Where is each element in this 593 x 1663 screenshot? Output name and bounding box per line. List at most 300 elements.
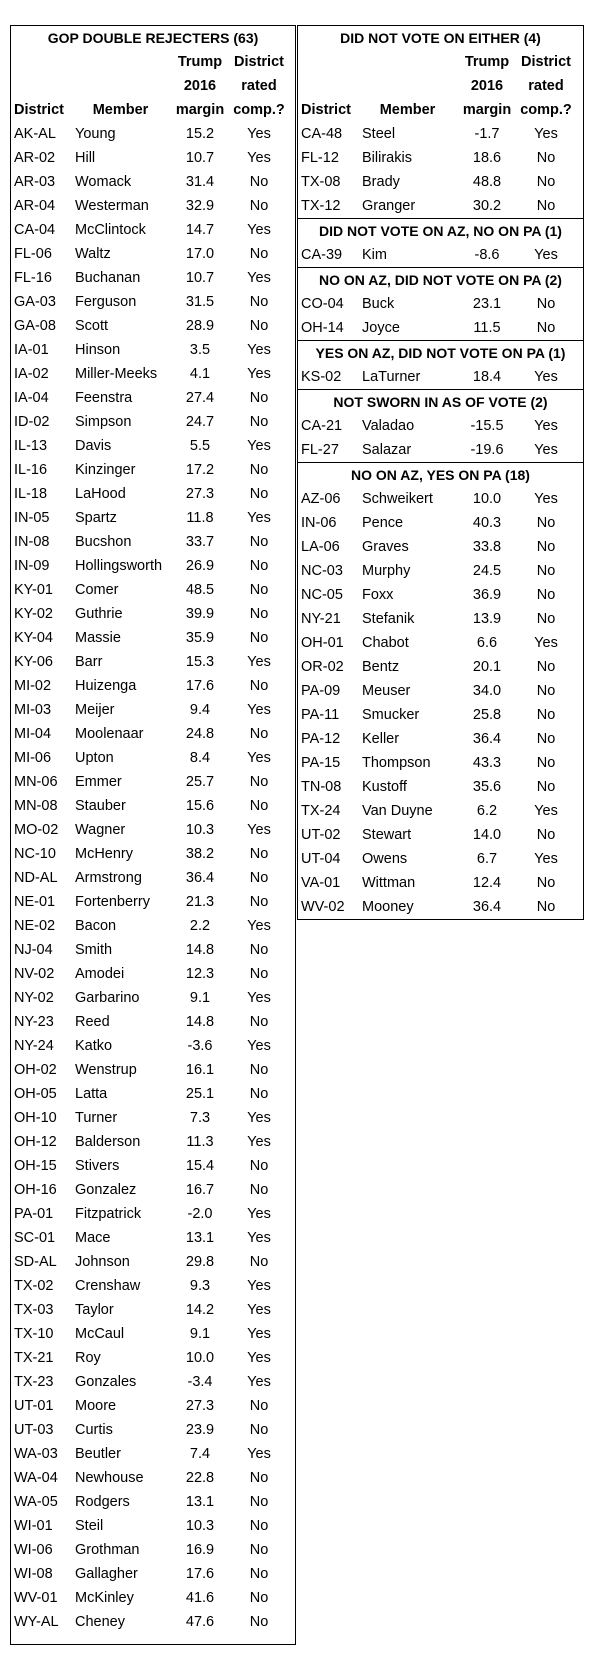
margin-cell: -3.6	[187, 1038, 213, 1054]
table-row	[11, 794, 295, 818]
table-row	[298, 895, 583, 919]
member-cell: McClintock	[75, 222, 146, 238]
margin-cell: 40.3	[472, 515, 502, 531]
competitive-cell: No	[249, 1494, 269, 1510]
margin-cell: 10.7	[185, 150, 215, 166]
competitive-header: District rated comp.?	[520, 54, 572, 118]
district-cell: MO-02	[14, 822, 59, 838]
margin-cell: 6.7	[476, 851, 498, 867]
competitive-cell: No	[249, 870, 269, 886]
margin-cell: 16.9	[185, 1542, 215, 1558]
table-row	[11, 410, 295, 434]
table-row	[298, 511, 583, 535]
table-row	[11, 170, 295, 194]
competitive-cell: No	[249, 1518, 269, 1534]
competitive-cell: No	[249, 318, 269, 334]
table-row	[298, 727, 583, 751]
competitive-cell: No	[536, 150, 556, 166]
district-cell: OH-15	[14, 1158, 57, 1174]
table-row	[11, 1418, 295, 1442]
table-row	[298, 194, 583, 218]
margin-cell: 11.3	[186, 1134, 214, 1150]
margin-cell: 35.9	[185, 630, 215, 646]
margin-cell: 14.7	[185, 222, 215, 238]
district-header: District	[14, 102, 64, 118]
table-row	[11, 1106, 295, 1130]
margin-cell: 17.6	[185, 678, 215, 694]
district-cell: WA-04	[14, 1470, 58, 1486]
member-cell: Meuser	[362, 683, 411, 699]
competitive-cell: No	[249, 1566, 269, 1582]
margin-cell: 41.6	[185, 1590, 215, 1606]
margin-cell: 7.4	[189, 1446, 211, 1462]
competitive-cell: Yes	[247, 342, 271, 358]
member-cell: Schweikert	[362, 491, 433, 507]
table-row	[298, 775, 583, 799]
competitive-cell: No	[249, 798, 269, 814]
margin-cell: 36.4	[472, 899, 502, 915]
member-cell: Amodei	[75, 966, 125, 982]
competitive-cell: Yes	[247, 1038, 271, 1054]
competitive-cell: No	[249, 1614, 269, 1630]
district-cell: CA-21	[301, 418, 343, 434]
member-cell: Wittman	[362, 875, 416, 891]
table-row	[11, 626, 295, 650]
table-row	[11, 1298, 295, 1322]
member-cell: Mace	[75, 1230, 111, 1246]
margin-cell: 24.8	[185, 726, 215, 742]
district-cell: NV-02	[14, 966, 55, 982]
member-cell: Scott	[75, 318, 109, 334]
competitive-cell: No	[536, 320, 556, 336]
competitive-cell: No	[249, 462, 269, 478]
member-cell: Taylor	[75, 1302, 114, 1318]
table-row	[11, 986, 295, 1010]
district-cell: NY-23	[14, 1014, 54, 1030]
table-row	[11, 1034, 295, 1058]
column-header	[11, 50, 295, 122]
table-row	[298, 487, 583, 511]
member-cell: McKinley	[75, 1590, 134, 1606]
district-cell: TX-02	[14, 1278, 54, 1294]
table-row	[11, 1586, 295, 1610]
margin-cell: 5.5	[189, 438, 211, 454]
district-cell: KS-02	[301, 369, 342, 385]
gop-double-rejecters-table	[10, 25, 296, 1645]
competitive-cell: No	[249, 198, 269, 214]
member-cell: Emmer	[75, 774, 122, 790]
table-row	[11, 1178, 295, 1202]
table-row	[298, 292, 583, 316]
margin-cell: 9.1	[189, 990, 211, 1006]
competitive-cell: Yes	[247, 366, 271, 382]
member-cell: Kustoff	[362, 779, 407, 795]
member-cell: Keller	[362, 731, 400, 747]
member-cell: Hill	[75, 150, 96, 166]
margin-cell: 10.7	[185, 270, 215, 286]
district-cell: MN-08	[14, 798, 58, 814]
margin-cell: 31.4	[185, 174, 215, 190]
competitive-cell: Yes	[247, 510, 271, 526]
competitive-cell: No	[536, 875, 556, 891]
table-row	[11, 1562, 295, 1586]
member-cell: Steel	[362, 126, 396, 142]
margin-cell: 39.9	[185, 606, 215, 622]
district-cell: TX-23	[14, 1374, 54, 1390]
table-row	[11, 554, 295, 578]
margin-cell: 6.6	[476, 635, 498, 651]
table-row	[11, 434, 295, 458]
table-row	[11, 1274, 295, 1298]
district-cell: AR-03	[14, 174, 56, 190]
competitive-cell: No	[536, 587, 556, 603]
margin-cell: 21.3	[185, 894, 215, 910]
competitive-cell: No	[536, 683, 556, 699]
margin-cell: 38.2	[185, 846, 215, 862]
member-cell: Fitzpatrick	[75, 1206, 142, 1222]
table-row	[11, 482, 295, 506]
margin-cell: 27.4	[185, 390, 215, 406]
member-cell: Buck	[362, 296, 395, 312]
table-row	[11, 1058, 295, 1082]
member-cell: Granger	[362, 198, 416, 214]
member-cell: Curtis	[75, 1422, 113, 1438]
member-cell: McHenry	[75, 846, 134, 862]
district-cell: ID-02	[14, 414, 50, 430]
margin-cell: 28.9	[185, 318, 215, 334]
district-cell: IA-04	[14, 390, 49, 406]
table-row	[11, 1442, 295, 1466]
table-row	[298, 871, 583, 895]
competitive-cell: No	[249, 246, 269, 262]
district-cell: NE-02	[14, 918, 56, 934]
member-cell: Chabot	[362, 635, 409, 651]
district-cell: OH-10	[14, 1110, 57, 1126]
member-cell: Latta	[75, 1086, 108, 1102]
margin-cell: -3.4	[187, 1374, 213, 1390]
competitive-cell: Yes	[534, 126, 558, 142]
margin-cell: 25.7	[185, 774, 215, 790]
member-cell: McCaul	[75, 1326, 125, 1342]
district-cell: AZ-06	[301, 491, 341, 507]
table-row	[298, 631, 583, 655]
competitive-cell: Yes	[247, 654, 271, 670]
district-cell: GA-08	[14, 318, 56, 334]
district-cell: TX-03	[14, 1302, 54, 1318]
competitive-cell: No	[536, 779, 556, 795]
competitive-cell: Yes	[247, 750, 271, 766]
member-cell: Gallagher	[75, 1566, 138, 1582]
member-cell: Miller-Meeks	[75, 366, 158, 382]
competitive-cell: No	[536, 659, 556, 675]
margin-header: Trump 2016 margin	[175, 54, 225, 118]
table-row	[11, 1202, 295, 1226]
table-row	[11, 218, 295, 242]
table-section	[298, 267, 583, 340]
table-row	[298, 679, 583, 703]
margin-cell: 36.4	[472, 731, 502, 747]
member-cell: Ferguson	[75, 294, 137, 310]
table-row	[11, 1322, 295, 1346]
district-cell: AR-02	[14, 150, 56, 166]
margin-cell: 15.4	[185, 1158, 215, 1174]
competitive-cell: No	[249, 942, 269, 958]
competitive-cell: Yes	[534, 247, 558, 263]
member-cell: Huizenga	[75, 678, 137, 694]
competitive-cell: No	[249, 414, 269, 430]
member-cell: Smucker	[362, 707, 420, 723]
table-row	[298, 583, 583, 607]
competitive-cell: No	[536, 515, 556, 531]
competitive-cell: No	[536, 539, 556, 555]
member-cell: Spartz	[75, 510, 117, 526]
competitive-cell: No	[249, 726, 269, 742]
member-cell: Fortenberry	[75, 894, 150, 910]
member-cell: Joyce	[362, 320, 400, 336]
member-cell: LaTurner	[362, 369, 421, 385]
margin-cell: 22.8	[185, 1470, 215, 1486]
table-row	[11, 338, 295, 362]
competitive-cell: No	[536, 611, 556, 627]
other-groups-table	[297, 25, 584, 920]
competitive-cell: Yes	[534, 635, 558, 651]
table-row	[298, 607, 583, 631]
competitive-cell: Yes	[247, 822, 271, 838]
table-row	[11, 1394, 295, 1418]
margin-cell: 6.2	[476, 803, 498, 819]
district-cell: LA-06	[301, 539, 340, 555]
table-section	[298, 26, 583, 218]
margin-cell: 15.6	[185, 798, 215, 814]
margin-cell: 12.3	[185, 966, 215, 982]
competitive-cell: No	[249, 1422, 269, 1438]
district-cell: MN-06	[14, 774, 58, 790]
competitive-cell: Yes	[247, 702, 271, 718]
section-title: YES ON AZ, DID NOT VOTE ON PA (1)	[315, 345, 566, 361]
district-cell: OH-02	[14, 1062, 57, 1078]
member-cell: Bentz	[362, 659, 400, 675]
district-cell: NE-01	[14, 894, 56, 910]
table-row	[298, 799, 583, 823]
member-cell: Guthrie	[75, 606, 123, 622]
competitive-cell: No	[536, 296, 556, 312]
district-cell: AK-AL	[14, 126, 56, 142]
competitive-cell: Yes	[247, 1206, 271, 1222]
member-cell: Waltz	[75, 246, 111, 262]
table-row	[11, 1130, 295, 1154]
member-cell: Gonzales	[75, 1374, 137, 1390]
table-row	[11, 674, 295, 698]
member-cell: Stefanik	[362, 611, 415, 627]
district-cell: PA-11	[301, 707, 340, 723]
margin-cell: 48.5	[185, 582, 215, 598]
district-cell: FL-06	[14, 246, 52, 262]
table-row	[11, 242, 295, 266]
competitive-cell: No	[249, 174, 269, 190]
member-cell: Reed	[75, 1014, 110, 1030]
margin-cell: 35.6	[472, 779, 502, 795]
member-cell: Rodgers	[75, 1494, 130, 1510]
member-cell: Crenshaw	[75, 1278, 141, 1294]
margin-cell: 10.0	[185, 1350, 215, 1366]
district-cell: WA-05	[14, 1494, 58, 1510]
member-cell: Feenstra	[75, 390, 133, 406]
member-cell: Womack	[75, 174, 132, 190]
member-cell: Kinzinger	[75, 462, 136, 478]
competitive-cell: Yes	[247, 438, 271, 454]
section-title: NO ON AZ, YES ON PA (18)	[351, 467, 530, 483]
margin-cell: 11.5	[473, 320, 501, 336]
margin-cell: 10.0	[472, 491, 502, 507]
district-cell: KY-01	[14, 582, 53, 598]
competitive-cell: No	[249, 894, 269, 910]
competitive-cell: No	[536, 731, 556, 747]
competitive-cell: Yes	[247, 150, 271, 166]
district-cell: PA-12	[301, 731, 341, 747]
margin-cell: -8.6	[474, 247, 500, 263]
competitive-cell: No	[249, 678, 269, 694]
table-row	[298, 316, 583, 340]
margin-cell: 17.2	[185, 462, 215, 478]
table-row	[11, 194, 295, 218]
margin-cell: 30.2	[472, 198, 502, 214]
member-cell: Johnson	[75, 1254, 130, 1270]
margin-cell: 13.1	[185, 1494, 215, 1510]
competitive-cell: No	[249, 1086, 269, 1102]
margin-cell: 18.4	[472, 369, 502, 385]
district-header: District	[301, 102, 351, 118]
table-section	[298, 462, 583, 919]
table-section	[298, 389, 583, 462]
margin-cell: 9.4	[189, 702, 211, 718]
member-cell: Newhouse	[75, 1470, 144, 1486]
competitive-cell: Yes	[247, 1350, 271, 1366]
competitive-cell: No	[536, 707, 556, 723]
district-cell: IL-18	[14, 486, 48, 502]
margin-cell: 3.5	[189, 342, 211, 358]
margin-cell: 24.7	[185, 414, 215, 430]
member-cell: Salazar	[362, 442, 412, 458]
district-cell: UT-03	[14, 1422, 54, 1438]
column-header	[298, 50, 583, 122]
table-row	[11, 1226, 295, 1250]
member-cell: Bucshon	[75, 534, 132, 550]
table-row	[11, 938, 295, 962]
table-row	[11, 818, 295, 842]
competitive-cell: No	[249, 1158, 269, 1174]
competitive-cell: Yes	[247, 1374, 271, 1390]
table-row	[11, 122, 295, 146]
member-cell: Turner	[75, 1110, 118, 1126]
district-cell: NY-24	[14, 1038, 54, 1054]
district-cell: CA-04	[14, 222, 56, 238]
district-cell: MI-06	[14, 750, 52, 766]
district-cell: OH-12	[14, 1134, 57, 1150]
margin-header: Trump 2016 margin	[462, 54, 512, 118]
member-cell: Westerman	[75, 198, 149, 214]
competitive-cell: No	[249, 1470, 269, 1486]
competitive-cell: No	[249, 966, 269, 982]
section-title: NOT SWORN IN AS OF VOTE (2)	[333, 394, 548, 410]
table-row	[11, 146, 295, 170]
margin-cell: 9.1	[189, 1326, 211, 1342]
member-cell: Pence	[362, 515, 404, 531]
member-cell: Hollingsworth	[75, 558, 163, 574]
member-cell: Foxx	[362, 587, 394, 603]
competitive-cell: Yes	[247, 918, 271, 934]
district-cell: WV-02	[301, 899, 345, 915]
table-row	[11, 650, 295, 674]
section-title: DID NOT VOTE ON EITHER (4)	[340, 30, 541, 46]
district-cell: VA-01	[301, 875, 341, 891]
table-row	[298, 414, 583, 438]
margin-cell: 7.3	[189, 1110, 211, 1126]
competitive-cell: Yes	[247, 126, 271, 142]
member-cell: Grothman	[75, 1542, 140, 1558]
district-cell: WI-06	[14, 1542, 53, 1558]
margin-cell: 13.1	[185, 1230, 215, 1246]
district-cell: MI-03	[14, 702, 52, 718]
member-cell: Davis	[75, 438, 112, 454]
member-cell: Garbarino	[75, 990, 140, 1006]
competitive-cell: No	[249, 1254, 269, 1270]
table-row	[298, 847, 583, 871]
competitive-cell: Yes	[247, 990, 271, 1006]
competitive-cell: Yes	[247, 222, 271, 238]
member-cell: Kim	[362, 247, 387, 263]
table-row	[11, 1490, 295, 1514]
member-cell: Stewart	[362, 827, 412, 843]
competitive-cell: No	[249, 558, 269, 574]
margin-cell: 31.5	[185, 294, 215, 310]
table-row	[11, 578, 295, 602]
margin-cell: 14.8	[185, 942, 215, 958]
competitive-cell: Yes	[247, 1134, 271, 1150]
member-cell: Meijer	[75, 702, 115, 718]
table-row	[11, 290, 295, 314]
table-row	[11, 698, 295, 722]
district-cell: TX-21	[14, 1350, 54, 1366]
competitive-cell: No	[249, 390, 269, 406]
margin-cell: -2.0	[187, 1206, 213, 1222]
district-cell: NC-05	[301, 587, 343, 603]
district-cell: IA-01	[14, 342, 49, 358]
table-row	[11, 1082, 295, 1106]
table-row	[11, 770, 295, 794]
district-cell: IL-16	[14, 462, 48, 478]
margin-cell: 16.1	[185, 1062, 215, 1078]
competitive-cell: No	[536, 174, 556, 190]
competitive-cell: Yes	[247, 1302, 271, 1318]
margin-cell: 2.2	[189, 918, 211, 934]
competitive-cell: Yes	[247, 1278, 271, 1294]
margin-cell: 25.8	[472, 707, 502, 723]
table-row	[298, 703, 583, 727]
table-row	[11, 1538, 295, 1562]
table-section	[298, 340, 583, 389]
competitive-header: District rated comp.?	[233, 54, 285, 118]
district-cell: IN-05	[14, 510, 50, 526]
district-cell: FL-16	[14, 270, 52, 286]
margin-cell: -15.5	[470, 418, 504, 434]
section-title: DID NOT VOTE ON AZ, NO ON PA (1)	[319, 223, 562, 239]
competitive-cell: No	[249, 1398, 269, 1414]
table-row	[298, 170, 583, 194]
member-cell: Gonzalez	[75, 1182, 137, 1198]
margin-cell: 17.0	[185, 246, 215, 262]
competitive-cell: Yes	[247, 270, 271, 286]
competitive-cell: No	[249, 1014, 269, 1030]
